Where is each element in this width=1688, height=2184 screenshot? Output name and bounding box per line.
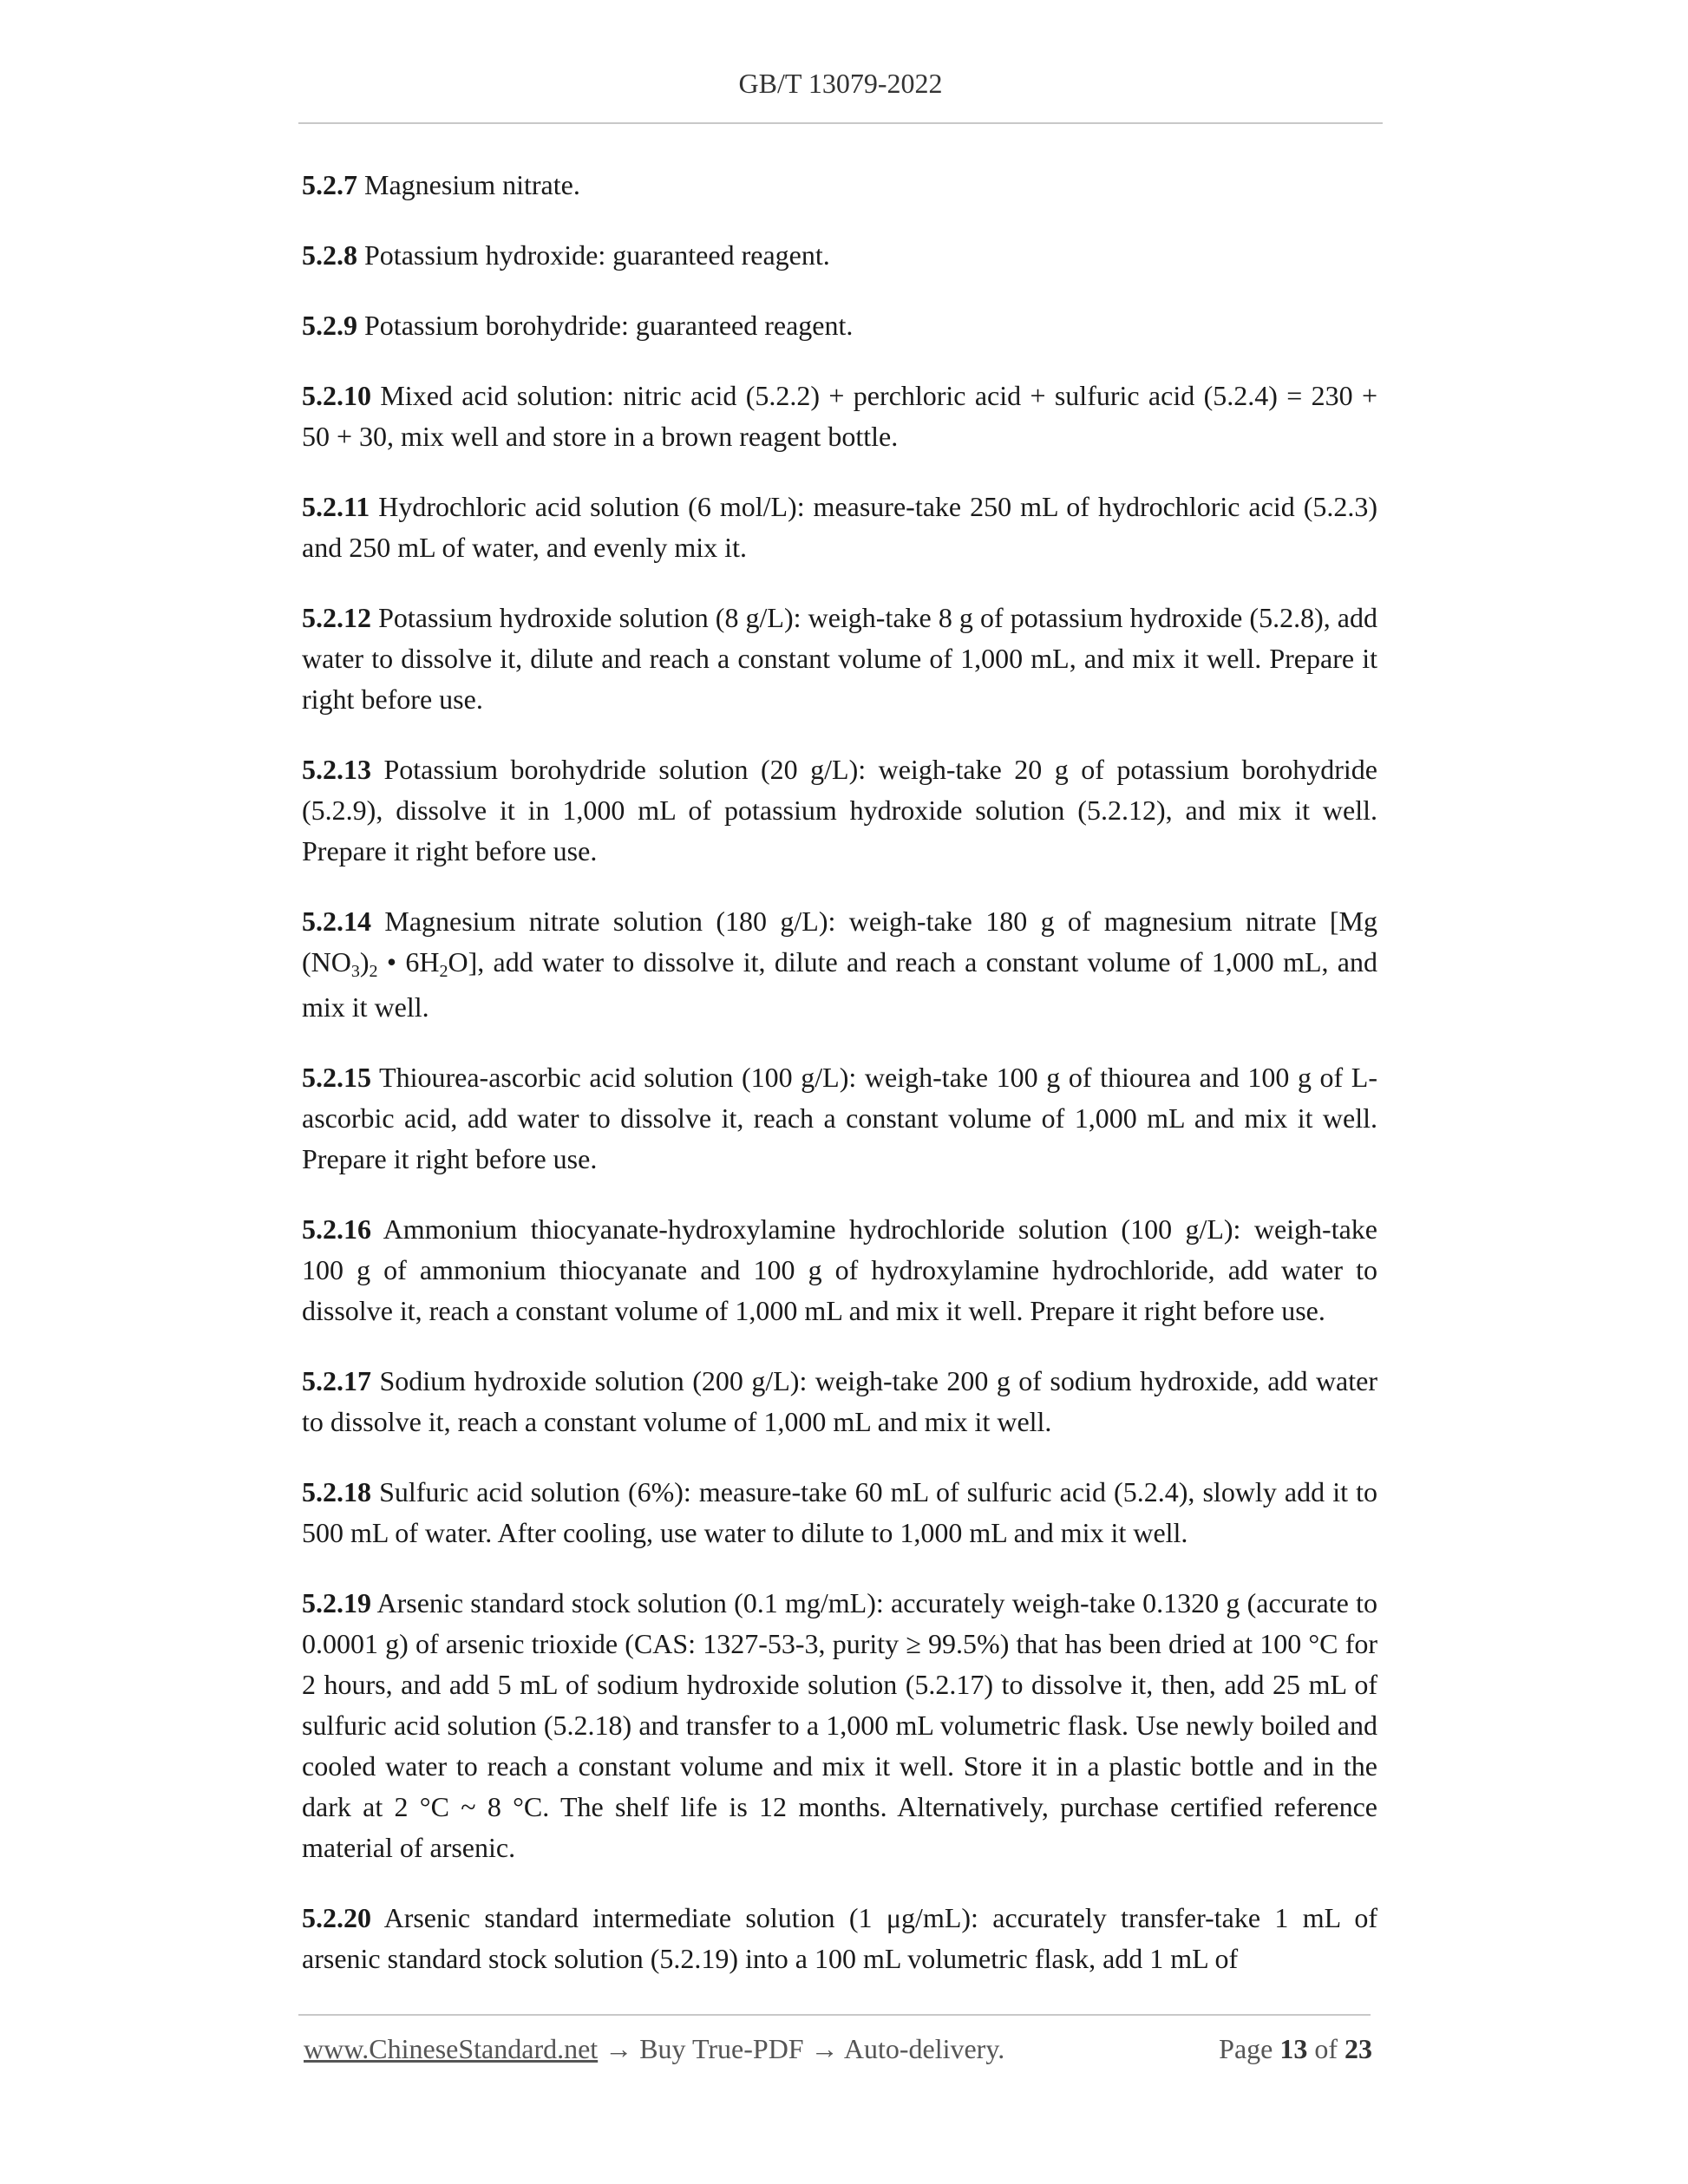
clause-text: Sulfuric acid solution (6%): measure-take 60 mL of sulfuric acid (5.2.4), slowly add it to 500 mL of water. After cooling, use water to dilute to 1,000 mL and mix it well. xyxy=(302,1476,1378,1548)
clause-5-2-10 xyxy=(302,376,1377,457)
clause-5-2-12 xyxy=(302,598,1377,720)
page-header-title: GB/T 13079-2022 xyxy=(738,68,943,99)
footer-promo xyxy=(304,2033,1004,2065)
clause-text: Hydrochloric acid solution (6 mol/L): measure-take 250 mL of hydrochloric acid (5.2.3) and 250 mL of water, and evenly mix it. xyxy=(302,491,1378,563)
current-page-number: 13 xyxy=(1279,2033,1308,2064)
clause-text: Sodium hydroxide solution (200 g/L): weigh-take 200 g of sodium hydroxide, add water to dissolve it, reach a constant volume of 1,000 mL and mix it well. xyxy=(302,1365,1378,1437)
clause-5-2-13 xyxy=(302,749,1377,872)
arrow-right-icon: → xyxy=(810,2033,839,2064)
clause-text-part: O], add water to dissolve it, dilute and reach a constant volume of 1,000 mL, and mix it well. xyxy=(302,946,1378,1023)
total-page-number: 23 xyxy=(1345,2033,1372,2064)
clause-5-2-18 xyxy=(302,1472,1377,1553)
clause-text-part: • 6H xyxy=(377,946,440,978)
clause-number: 5.2.13 xyxy=(302,754,371,785)
clause-text: Potassium borohydride: guaranteed reagent. xyxy=(364,310,854,341)
clause-number: 5.2.11 xyxy=(302,491,370,522)
clause-5-2-17 xyxy=(302,1361,1377,1442)
clause-5-2-16 xyxy=(302,1209,1377,1331)
subscript: 2 xyxy=(439,962,448,981)
clause-text: Arsenic standard stock solution (0.1 mg/mL): accurately weigh-take 0.1320 g (accurate to 0.0001 g) of arsenic trioxide (CAS: 1327-53-3, purity ≥ 99.5%) that has been dried at 100 °C for 2 hours, and add 5 mL of sodium hydroxide solution (5.2.17) to dissolve it, then, add 25 mL of sulfuric acid solution (5.2.18) and transfer to a 1,000 mL volumetric flask. Use newly boiled and cooled water to reach a constant volume and mix it well. Store it in a plastic bottle and in the dark at 2 °C ~ 8 °C. The shelf life is 12 months. Alternatively, purchase certified reference material of arsenic. xyxy=(302,1587,1378,1863)
clause-number: 5.2.12 xyxy=(302,602,371,633)
subscript: 2 xyxy=(369,962,378,981)
clause-number: 5.2.17 xyxy=(302,1365,371,1396)
clause-text: Potassium hydroxide: guaranteed reagent. xyxy=(364,239,830,271)
clause-5-2-20 xyxy=(302,1898,1377,1979)
website-link[interactable]: www.ChineseStandard.net xyxy=(304,2033,599,2064)
clause-text-part: ) xyxy=(359,946,370,978)
clause-number: 5.2.14 xyxy=(302,906,371,937)
clause-5-2-19 xyxy=(302,1583,1377,1868)
clause-text-part: Magnesium nitrate solution (180 g/L): weigh-take 180 g of magnesium nitrate [Mg (NO xyxy=(302,906,1378,978)
page-indicator xyxy=(1219,2033,1372,2065)
clause-number: 5.2.9 xyxy=(302,310,357,341)
arrow-right-icon: → xyxy=(605,2033,633,2064)
clause-5-2-11 xyxy=(302,487,1377,568)
clause-text: Ammonium thiocyanate-hydroxylamine hydrochloride solution (100 g/L): weigh-take 100 g of ammonium thiocyanate and 100 g of hydroxylamine hydrochloride, add water to dissolve it, reach a constant volume of 1,000 mL and mix it well. Prepare it right before use. xyxy=(302,1213,1378,1326)
clause-number: 5.2.15 xyxy=(302,1062,371,1093)
buy-text: Buy True-PDF xyxy=(639,2033,804,2064)
clause-5-2-14 xyxy=(302,901,1377,1028)
delivery-text: Auto-delivery. xyxy=(843,2033,1005,2064)
of-label: of xyxy=(1314,2033,1338,2064)
header-divider xyxy=(298,122,1383,124)
subscript: 3 xyxy=(350,962,360,981)
clause-number: 5.2.19 xyxy=(302,1587,371,1618)
clause-5-2-9 xyxy=(302,305,1377,346)
footer-divider xyxy=(298,2014,1371,2016)
clause-number: 5.2.8 xyxy=(302,239,357,271)
clause-5-2-8 xyxy=(302,235,1377,276)
clause-number: 5.2.20 xyxy=(302,1902,371,1933)
clause-text: Arsenic standard intermediate solution (1 μg/mL): accurately transfer-take 1 mL of arsenic standard stock solution (5.2.19) into a 100 mL volumetric flask, add 1 mL of xyxy=(302,1902,1378,1974)
document-body xyxy=(302,165,1377,2009)
clause-text: Potassium hydroxide solution (8 g/L): weigh-take 8 g of potassium hydroxide (5.2.8), add water to dissolve it, dilute and reach a constant volume of 1,000 mL, and mix it well. Prepare it right before use. xyxy=(302,602,1378,715)
clause-5-2-7 xyxy=(302,165,1377,206)
clause-number: 5.2.7 xyxy=(302,169,357,200)
clause-5-2-15 xyxy=(302,1057,1377,1180)
clause-text: Mixed acid solution: nitric acid (5.2.2) + perchloric acid + sulfuric acid (5.2.4) = 230 + 50 + 30, mix well and store in a brown reagent bottle. xyxy=(302,380,1378,452)
clause-text: Potassium borohydride solution (20 g/L): weigh-take 20 g of potassium borohydride (5.2.9), dissolve it in 1,000 mL of potassium hydroxide solution (5.2.12), and mix it well. Prepare it right before use. xyxy=(302,754,1378,866)
clause-number: 5.2.18 xyxy=(302,1476,371,1507)
clause-number: 5.2.16 xyxy=(302,1213,371,1245)
clause-text: Magnesium nitrate. xyxy=(364,169,580,200)
clause-text: Thiourea-ascorbic acid solution (100 g/L): weigh-take 100 g of thiourea and 100 g of L-ascorbic acid, add water to dissolve it, reach a constant volume of 1,000 mL and mix it well. Prepare it right before use. xyxy=(302,1062,1378,1174)
page-label: Page xyxy=(1219,2033,1273,2064)
clause-number: 5.2.10 xyxy=(302,380,371,411)
